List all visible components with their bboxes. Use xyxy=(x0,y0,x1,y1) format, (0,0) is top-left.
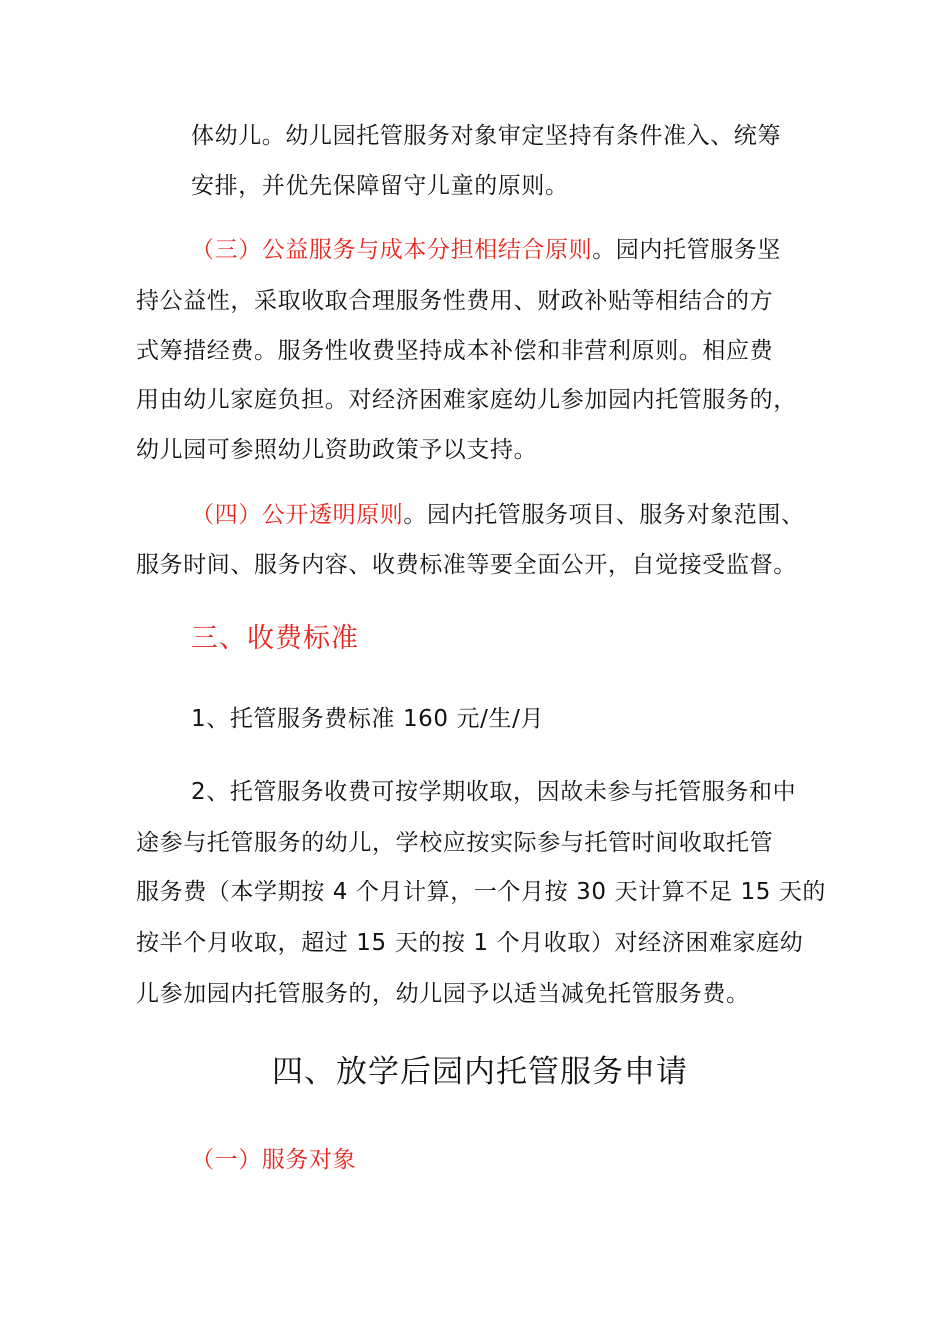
paragraph-line xyxy=(191,500,805,530)
paragraph-line: 安排，并优先保障留守儿童的原则。 xyxy=(191,173,569,199)
fee-item: 1、托管服务费标准 160 元/生/月 xyxy=(191,706,545,732)
principle-heading: （四）公开透明原则 xyxy=(191,502,404,528)
principle-heading: （三）公益服务与成本分担相结合原则 xyxy=(191,237,593,263)
section-heading-application: 四、放学后园内托管服务申请 xyxy=(272,1054,688,1090)
paragraph-line: 体幼儿。幼儿园托管服务对象审定坚持有条件准入、统筹 xyxy=(191,123,781,149)
paragraph-line: 儿参加园内托管服务的，幼儿园予以适当减免托管服务费。 xyxy=(136,981,750,1007)
paragraph-line: 服务时间、服务内容、收费标准等要全面公开，自觉接受监督。 xyxy=(136,552,797,578)
paragraph-text: 。园内托管服务坚 xyxy=(592,237,782,263)
paragraph-text: 。园内托管服务项目、服务对象范围、 xyxy=(403,502,805,528)
section-heading-fees: 三、收费标准 xyxy=(191,623,359,654)
paragraph-line xyxy=(191,235,781,265)
paragraph-line: 途参与托管服务的幼儿，学校应按实际参与托管时间收取托管 xyxy=(136,830,774,856)
paragraph-line: 用由幼儿家庭负担。对经济困难家庭幼儿参加园内托管服务的， xyxy=(136,387,797,413)
paragraph-line: 按半个月收取，超过 15 天的按 1 个月收取）对经济困难家庭幼 xyxy=(136,930,804,956)
paragraph-line: 服务费（本学期按 4 个月计算，一个月按 30 天计算不足 15 天的 xyxy=(136,879,827,905)
paragraph-line: 式筹措经费。服务性收费坚持成本补偿和非营利原则。相应费 xyxy=(136,338,774,364)
subsection-heading: （一）服务对象 xyxy=(191,1147,357,1173)
paragraph-line: 持公益性，采取收取合理服务性费用、财政补贴等相结合的方 xyxy=(136,288,774,314)
paragraph-line: 2、托管服务收费可按学期收取，因故未参与托管服务和中 xyxy=(191,779,797,805)
paragraph-line: 幼儿园可参照幼儿资助政策予以支持。 xyxy=(136,437,538,463)
